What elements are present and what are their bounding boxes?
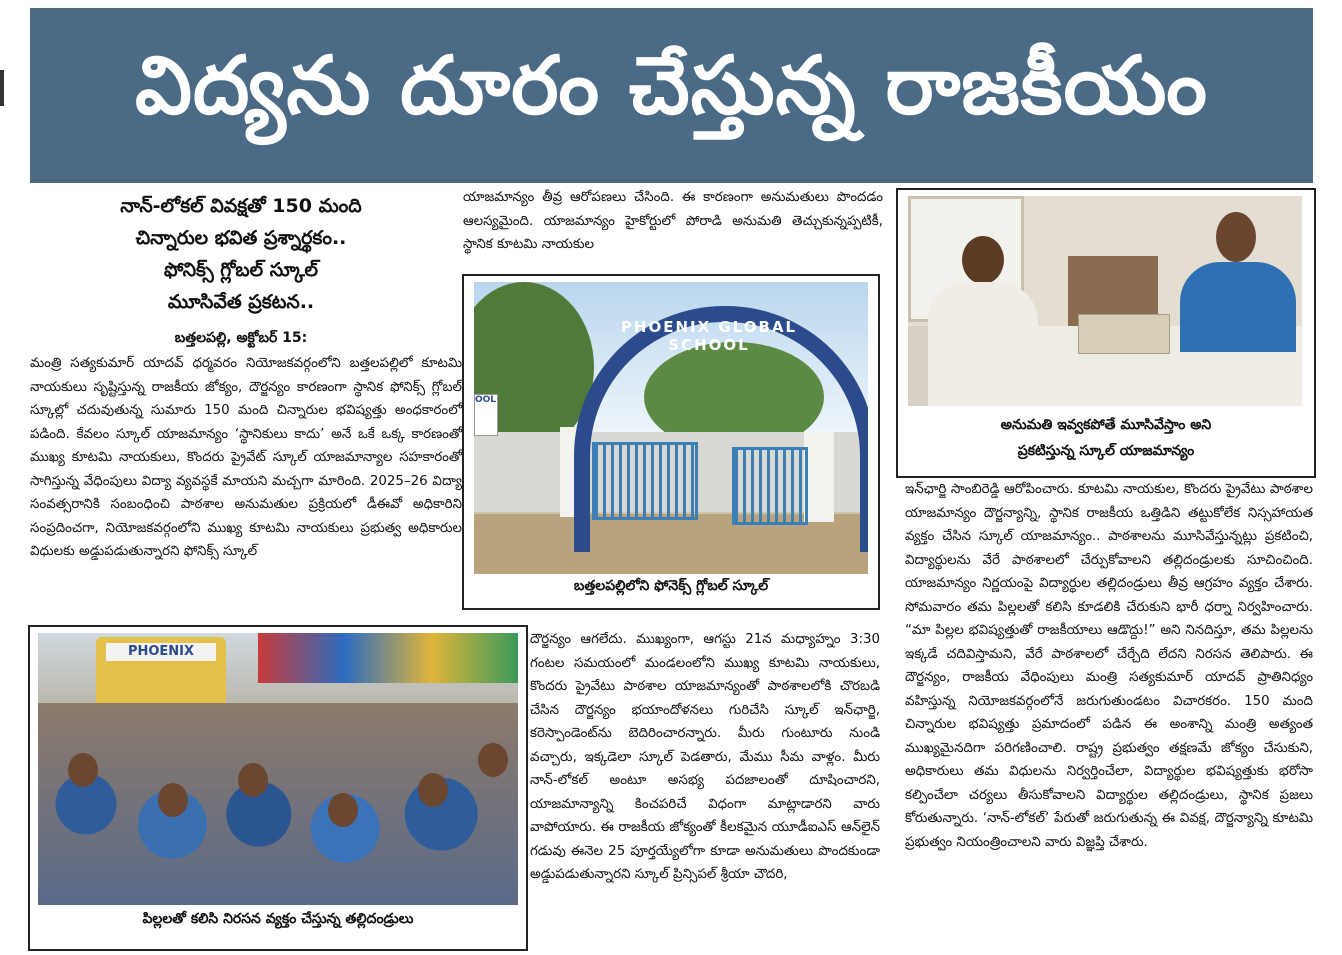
child-face: [68, 753, 98, 787]
shop-banners: [258, 633, 518, 683]
sub-headline-line: నాన్-లోకల్ వివక్షతో 150 మంది: [120, 195, 362, 217]
school-photo: [474, 282, 868, 574]
bus-sign: PHOENIX: [106, 643, 216, 661]
sub-headline-line: మూసివేత ప్రకటన..: [167, 291, 315, 313]
office-photo: [908, 196, 1302, 406]
child-face: [158, 783, 188, 817]
woman-figure: [1176, 212, 1296, 352]
office-photo-frame: [896, 188, 1316, 478]
sub-headline: [36, 190, 446, 318]
protest-photo-frame: [28, 625, 528, 951]
children-crowd: [38, 703, 518, 905]
office-caption-line: అనుమతి ఇవ్వకపోతే మూసివేస్తాం అని: [1000, 417, 1212, 433]
child-face: [418, 773, 448, 807]
school-photo-caption: బత్తలపల్లిలోని ఫోనెక్స్ గ్లోబల్ స్కూల్: [573, 578, 769, 594]
protest-photo: [38, 633, 518, 905]
dateline: బత్తలపల్లి, అక్టోబర్ 15:: [174, 330, 308, 346]
article-column-3: ఇన్‌ఛార్జి సాంబిరెడ్డి ఆరోపించారు. కూటమి నాయకుల, కొందరు ప్రైవేటు పాఠశాల యాజమాన్యం దౌర్జన్యాన్ని, స్థానిక రాజకీయ ఒత్తిడిని తట్టుకోలేక నిస్సహాయత వ్యక్తం చేసిన స్కూల్ యాజమాన్యం.. పాఠశాలను మూసివేస్తున్నట్లు ప్రకటించి, విద్యార్థులను వేరే పాఠశాలలో చేర్పుకోవాలని తల్లిదండ్రులకు సూచించింది. యాజమాన్యం నిర్ణయంపై విద్యార్థుల తల్లిదండ్రులు తీవ్ర ఆగ్రహం వ్యక్తం చేశారు. సోమవారం తమ పిల్లలతో కలిసి కూడలికి చేరుకుని భారీ ధర్నా నిర్వహించారు. “మా పిల్లల భవిష్యత్తుతో రాజకీయాలు ఆడొద్దు!” అని నినదిస్తూ, తమ పిల్లలను ఇక్కడే చదివిస్తామని, వేరే పాఠశాలలో చేర్చేది లేదని నిరసన తెలిపారు. ఈ దౌర్జన్యం, రాజకీయ వేధింపులు మంత్రి సత్యకుమార్ యాదవ్ ప్రాతినిధ్యం వహిస్తున్న నియోజకవర్గంలోనే జరుగుతుండటం విచారకరం. 150 మంది చిన్నారుల భవిష్యత్తు ప్రమాదంలో పడిన ఈ అంశాన్ని మంత్రి అత్యంత ముఖ్యమైనదిగా పరిగణించాలి. రాష్ట్ర ప్రభుత్వం తక్షణమే జోక్యం చేసుకుని, అధికారులు తమ విధులను నిర్వర్తించేలా, విద్యార్థుల భవిష్యత్తుకు భరోసా కల్పించేలా చర్యలు తీసుకోవాలని విద్యార్థుల తల్లిదండ్రులు, స్థానిక ప్రజలు కోరుతున్నారు. ‘నాన్-లోకల్’ పేరుతో జరుగుతున్న ఈ వివక్ష, దౌర్జన్యాన్ని కూటమి ప్రభుత్వం నియంత్రించాలని వారు విజ్ఞప్తి చేశారు.: [905, 482, 1313, 850]
article-column-1: మంత్రి సత్యకుమార్ యాదవ్ ధర్మవరం నియోజకవర్గంలోని బత్తలపల్లిలో కూటమి నాయకులు సృష్టిస్తున్న రాజకీయ జోక్యం, దౌర్జన్యం కారణంగా స్థానిక ఫోనిక్స్ గ్లోబల్ స్కూల్లో చదువుతున్న సుమారు 150 మంది చిన్నారుల భవిష్యత్తు అంధకారంలో పడింది. కేవలం స్కూల్ యాజమాన్యం ‘స్థానికులు కాదు’ అనే ఒకే ఒక్క కారణంతో ముఖ్య కూటమి నాయకులు, కొందరు ప్రైవేట్ స్కూల్ యాజమాన్యాల సహకారంతో సాగిస్తున్న వేధింపులు విద్యా వ్యవస్థకే మాయని మచ్చగా మారింది. 2025–26 విద్యా సంవత్సరానికి సంబంధించి పాఠశాల అనుమతుల ప్రక్రియలో డీఈవో అధికారిని సంప్రదించగా, నియోజకవర్గంలోని ముఖ్య కూటమి నాయకులు ప్రభుత్వ అధికారుల విధులకు అడ్డుపడుతున్నారని ఫోనిక్స్ స్కూల్: [30, 356, 462, 559]
article-column-2-top: యాజమాన్యం తీవ్ర ఆరోపణలు చేసింది. ఈ కారణంగా అనుమతులు పొందడం ఆలస్యమైంది. యాజమాన్యం హైకోర్టులో పోరాడి అనుమతి తెచ్చుకున్నప్పటికీ, స్థానిక కూటమి నాయకుల: [463, 190, 883, 252]
banner-title: విద్యను దూరం చేస్తున్న రాజకీయం: [135, 39, 1208, 132]
headline-banner: [30, 8, 1313, 183]
child-face: [238, 763, 268, 797]
sub-headline-line: ఫోనిక్స్ గ్లోబల్ స్కూల్: [163, 259, 319, 281]
sub-headline-line: చిన్నారుల భవిత ప్రశ్నార్థకం..: [135, 227, 347, 249]
desk-files: [1078, 314, 1170, 354]
child-face: [478, 743, 508, 777]
man-figure: [928, 236, 1038, 406]
protest-photo-caption: పిల్లలతో కలిసి నిరసన వ్యక్తం చేస్తున్న తల్లిదండ్రులు: [142, 911, 414, 927]
office-photo-caption: [898, 412, 1314, 464]
side-sign: OOL: [474, 394, 498, 436]
page-edge-mark: [0, 70, 4, 106]
child-face: [328, 793, 358, 827]
article-column-2: దౌర్జన్యం ఆగలేదు. ముఖ్యంగా, ఆగస్టు 21న మధ్యాహ్నం 3:30 గంటల సమయంలో మండలంలోని ముఖ్య కూటమి నాయకులు, కొందరు ప్రైవేటు పాఠశాల యాజమాన్యంతో పాఠశాలలోకి చొరబడి చేసిన దౌర్జన్యం భయాందోళనలు గురిచేసి స్కూల్ ఇన్‌ఛార్జి, కరెస్పాండెంట్‌ను బెదిరించారన్నారు. మీరు గుంటూరు నుండి వచ్చారు, ఇక్కడెలా స్కూల్ పెడతారు, మేము సీమ వాళ్లం. మీరు నాన్-లోకల్ అంటూ అసభ్య పదజాలంతో దూషించారని, యాజమాన్యాన్ని కించపరిచే విధంగా మాట్లాడారని వారు వాపోయారు. ఈ రాజకీయ జోక్యంతో కీలకమైన యూడీఐఎస్ ఆన్‌లైన్ గడువు ఈనెల 25 పూర్తయ్యేలోగా కూడా అనుమతులు పొందకుండా అడ్డుపడుతున్నారని స్కూల్ ప్రిన్సిపల్ శ్రీయా చౌదరి,: [530, 632, 880, 882]
school-photo-frame: [462, 274, 880, 610]
arch-sign: PHOENIX GLOBAL SCHOOL: [620, 318, 798, 354]
office-caption-line: ప్రకటిస్తున్న స్కూల్ యాజమాన్యం: [1017, 443, 1195, 459]
